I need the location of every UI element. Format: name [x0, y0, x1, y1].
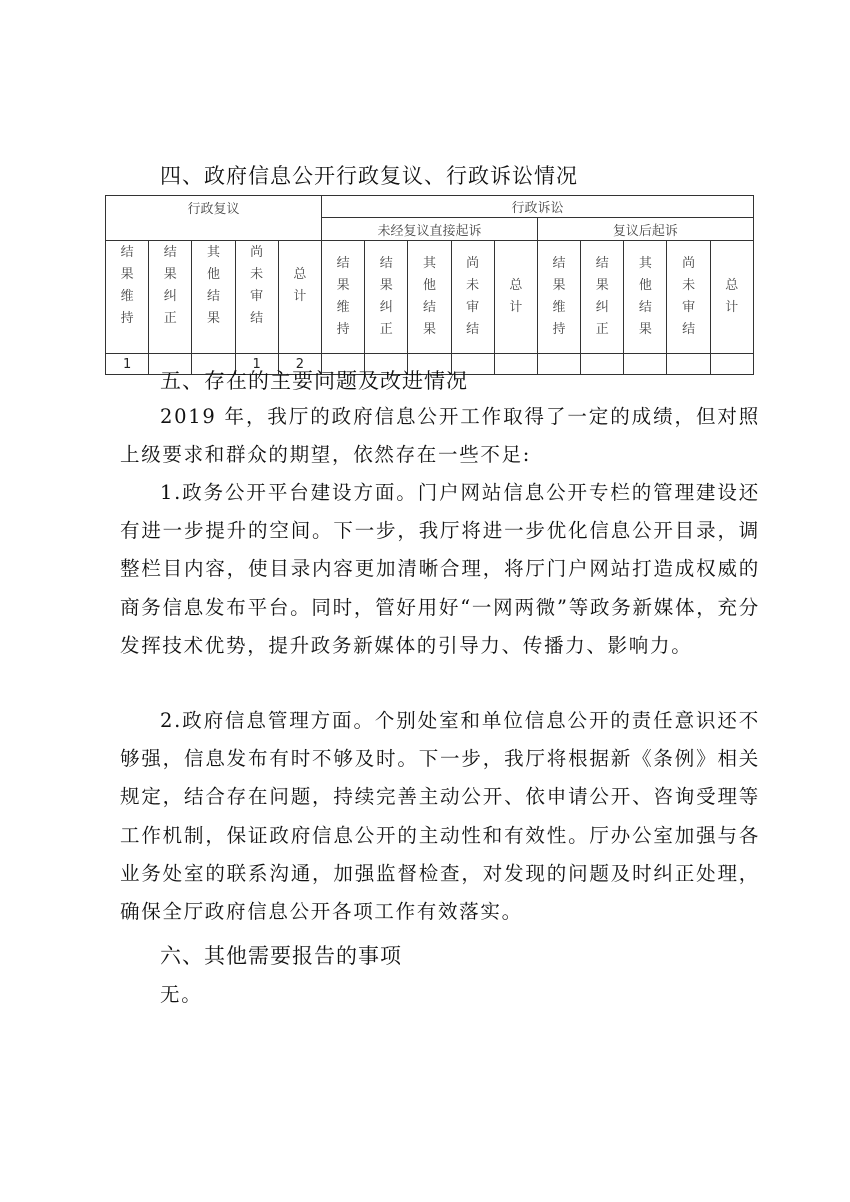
table-header-row-3	[106, 241, 754, 354]
col-header-review-pending: 尚未审结	[235, 230, 278, 343]
col-header-review-corrected: 结果纠正	[149, 230, 192, 343]
col-header-review-other: 其他结果	[192, 230, 235, 343]
paragraph-item-2	[120, 702, 760, 931]
section-heading-4: 四、政府信息公开行政复议、行政诉讼情况	[160, 164, 578, 188]
col-header-after-total: 总计	[710, 241, 753, 354]
header-direct-suit: 未经复议直接起诉	[321, 218, 537, 241]
col-header-after-pending: 尚未审结	[667, 241, 710, 354]
cell-review-upheld: 1	[106, 354, 149, 375]
section-heading-6: 六、其他需要报告的事项	[160, 944, 402, 968]
col-header-after-other: 其他结果	[624, 241, 667, 354]
table-header-row-1	[106, 196, 754, 218]
col-header-direct-pending: 尚未审结	[451, 241, 494, 354]
cell-review-total: 2	[278, 354, 321, 375]
header-suit-after-review: 复议后起诉	[537, 218, 753, 241]
col-header-direct-other: 其他结果	[408, 241, 451, 354]
header-administrative-review: 行政复议	[106, 196, 322, 241]
review-litigation-table	[105, 195, 754, 375]
col-header-direct-total: 总计	[494, 241, 537, 354]
cell-after-other	[624, 354, 667, 375]
col-header-direct-upheld: 结果维持	[321, 241, 364, 354]
cell-after-pending	[667, 354, 710, 375]
col-header-after-corrected: 结果纠正	[581, 241, 624, 354]
cell-after-upheld	[537, 354, 580, 375]
paragraph-item-1-text: 1.政务公开平台建设方面。门户网站信息公开专栏的管理建设还有进一步提升的空间。下一步，我厅将进一步优化信息公开目录，调整栏目内容，使目录内容更加清晰合理，将厅门户网站打造成权威的商务信息发布平台。同时，管好用好“一网两微”等政务新媒体，充分发挥技术优势，提升政务新媒体的引导力、传播力、影响力。	[120, 481, 760, 657]
col-header-review-upheld: 结果维持	[106, 230, 149, 343]
col-header-after-upheld: 结果维持	[537, 241, 580, 354]
col-header-review-total: 总计	[278, 230, 321, 343]
header-administrative-litigation: 行政诉讼	[321, 196, 753, 218]
paragraph-item-2-text: 2.政府信息管理方面。个别处室和单位信息公开的责任意识还不够强，信息发布有时不够及时。下一步，我厅将根据新《条例》相关规定，结合存在问题，持续完善主动公开、依申请公开、咨询受理等工作机制，保证政府信息公开的主动性和有效性。厅办公室加强与各业务处室的联系沟通，加强监督检查，对发现的问题及时纠正处理，确保全厅政府信息公开各项工作有效落实。	[120, 709, 760, 924]
cell-after-corrected	[581, 354, 624, 375]
cell-review-pending: 1	[235, 354, 278, 375]
paragraph-item-1	[120, 474, 760, 665]
paragraph-intro	[120, 398, 760, 474]
cell-after-total	[710, 354, 753, 375]
paragraph-none: 无。	[160, 983, 203, 1006]
cell-direct-total	[494, 354, 537, 375]
col-header-direct-corrected: 结果纠正	[365, 241, 408, 354]
paragraph-intro-text: 2019 年，我厅的政府信息公开工作取得了一定的成绩，但对照上级要求和群众的期望，依然存在一些不足:	[120, 405, 760, 467]
section-heading-5: 五、存在的主要问题及改进情况	[160, 369, 468, 393]
